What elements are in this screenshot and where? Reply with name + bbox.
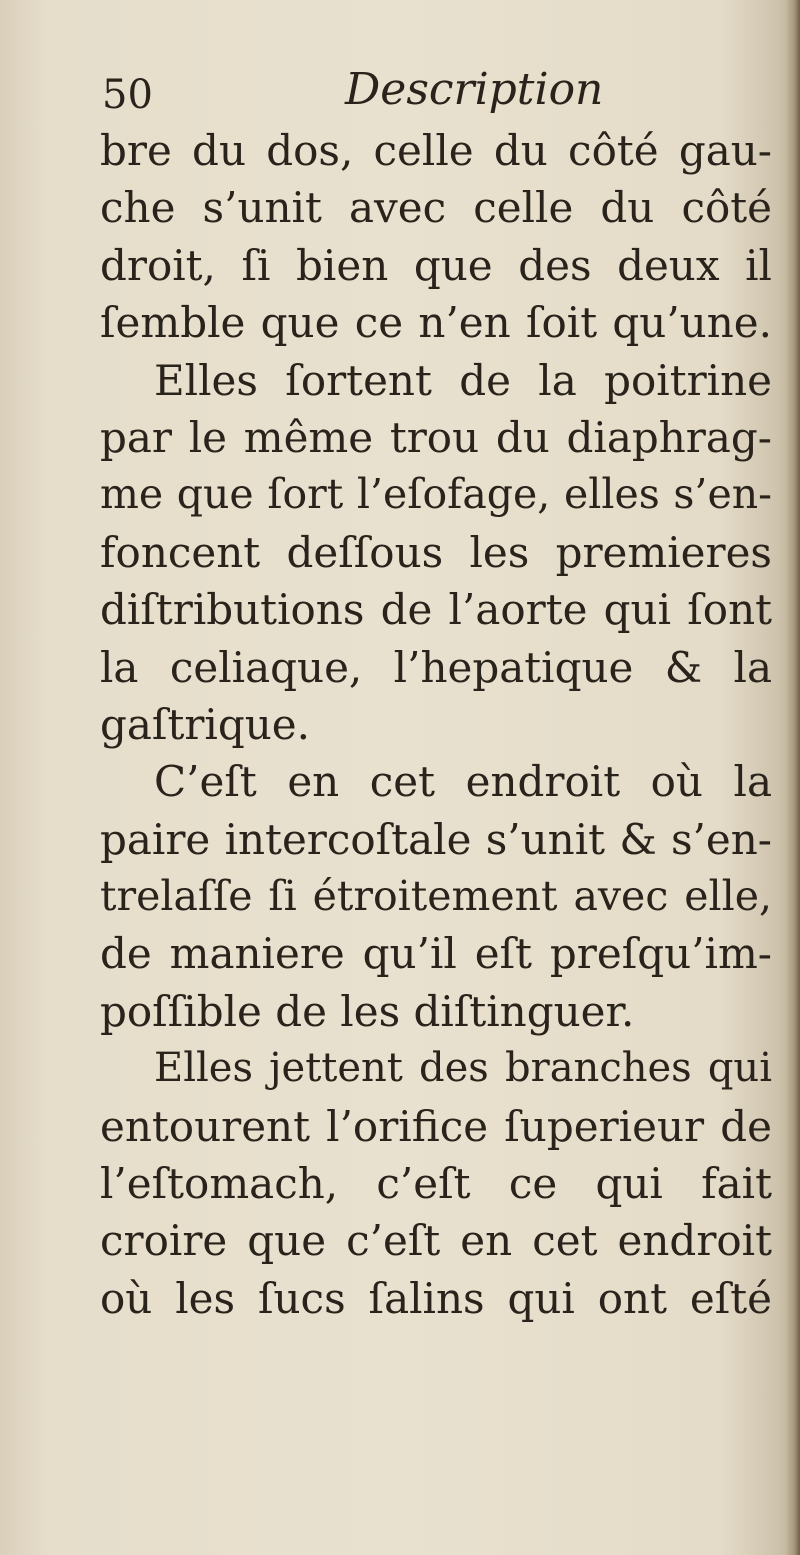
text-line: où les ſucs ſalins qui ont eſté [100, 1273, 772, 1323]
page-gutter-shadow [786, 0, 800, 1555]
text-line: paire intercoſtale s’unit & s’en- [100, 814, 772, 864]
text-line: Elles ſortent de la poitrine [154, 355, 772, 405]
running-title: Description [345, 64, 604, 115]
text-line: gaſtrique. [100, 699, 310, 749]
text-line: droit, ſi bien que des deux il [100, 240, 772, 290]
text-line: C’eſt en cet endroit où la [154, 757, 772, 807]
text-line: diſtributions de l’aorte qui ſont [100, 585, 772, 635]
text-line: entourent l’orifice ſuperieur de [100, 1101, 772, 1151]
text-line: par le même trou du diaphrag- [100, 412, 772, 462]
page-number: 50 [102, 72, 153, 118]
text-line: la celiaque, l’hepatique & la [100, 642, 772, 692]
text-line: l’eſtomach, c’eſt ce qui fait [100, 1159, 772, 1209]
body-text [100, 122, 772, 1327]
text-line: ſemble que ce n’en ſoit qu’une. [100, 298, 772, 348]
text-line: foncent deſſous les premieres [100, 527, 772, 577]
text-line: me que ſort l’eſofage, elles s’en- [100, 470, 772, 519]
text-line: che s’unit avec celle du côté [100, 183, 772, 233]
text-line: croire que c’eſt en cet endroit [100, 1216, 772, 1266]
text-line: poſſible de les diſtinguer. [100, 986, 635, 1036]
page-header [100, 64, 780, 124]
text-line: trelaſſe ſi étroitement avec elle, [100, 872, 772, 921]
text-line: Elles jettent des branches qui [154, 1045, 772, 1092]
text-line: bre du dos, celle du côté gau- [100, 126, 772, 175]
text-line: de maniere qu’il eſt preſqu’im- [100, 929, 772, 979]
